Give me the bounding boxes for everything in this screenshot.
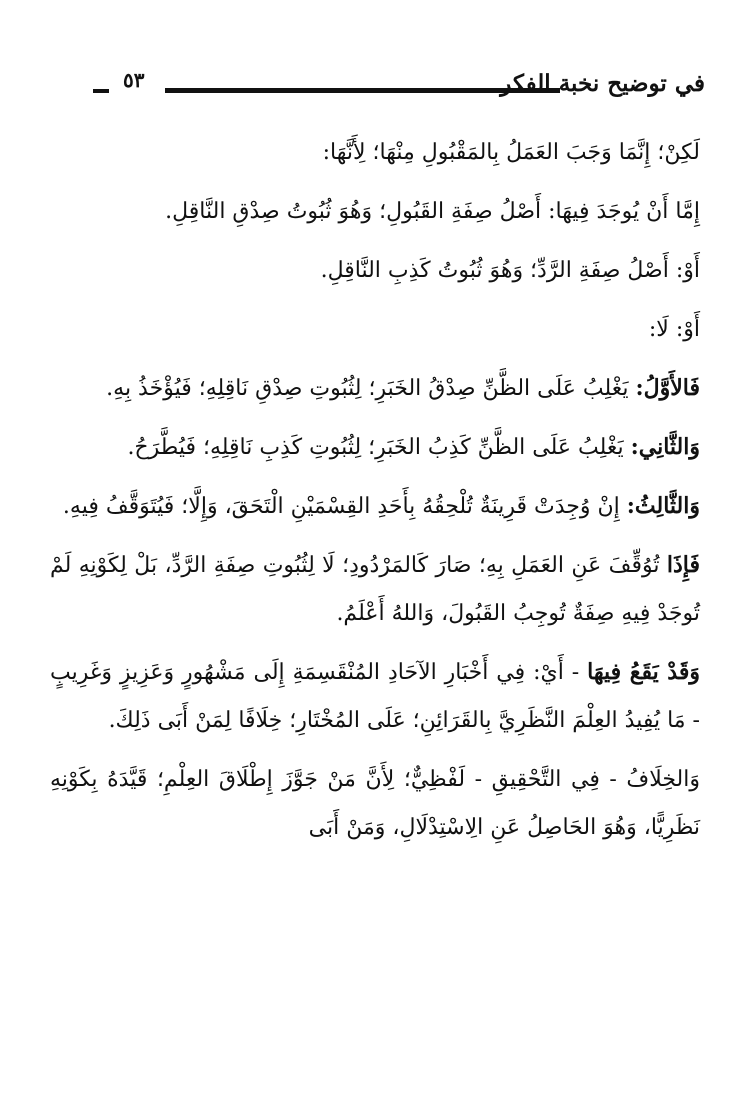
paragraph [50, 364, 700, 413]
paragraph-lead: فَإِذَا [666, 552, 700, 578]
book-title: في توضيح نخبة الفكر [500, 70, 705, 97]
page-number: ٥٣ [123, 68, 145, 92]
paragraph [50, 305, 700, 354]
paragraph-lead: وَالثَّالِثُ: [626, 493, 700, 519]
paragraph [50, 648, 700, 745]
paragraph [50, 541, 700, 638]
paragraph [50, 482, 700, 531]
paragraph [50, 128, 700, 177]
paragraph-text: تُوُقِّفَ عَنِ العَمَلِ بِهِ؛ صَارَ كَالمَرْدُودِ؛ لَا لِثُبُوتِ صِفَةِ الرَّدِّ، بَلْ لِكَوْنِهِ لَمْ تُوجَدْ فِيهِ صِفَةٌ تُوجِبُ القَبُولَ، وَاللهُ أَعْلَمُ. [50, 553, 700, 626]
paragraph-text: أَوْ: لَا: [648, 317, 700, 342]
paragraph-text: - أَيْ: فِي أَخْبَارِ الآحَادِ المُنْقَسِمَةِ إِلَى مَشْهُورٍ وَعَزِيزٍ وَغَرِيبٍ - مَا يُفِيدُ العِلْمَ النَّظَرِيَّ بِالقَرَائِنِ؛ عَلَى المُخْتَارِ؛ خِلَافًا لِمَنْ أَبَى ذَلِكَ. [50, 660, 700, 733]
paragraph-text: وَالخِلَافُ - فِي التَّحْقِيقِ - لَفْظِيٌّ؛ لِأَنَّ مَنْ جَوَّزَ إِطْلَاقَ العِلْمِ؛ قَيَّدَهُ بِكَوْنِهِ نَظَرِيًّا، وَهُوَ الحَاصِلُ عَنِ الِاسْتِدْلَالِ، وَمَنْ أَبَى [50, 767, 700, 840]
paragraph-text: إِنْ وُجِدَتْ قَرِينَةٌ تُلْحِقُهُ بِأَحَدِ القِسْمَيْنِ الْتَحَقَ، وَإِلَّا؛ فَيُتَوَقَّفُ فِيهِ. [62, 494, 627, 519]
paragraph-text: يَغْلِبُ عَلَى الظَّنِّ صِدْقُ الخَبَرِ؛ لِثُبُوتِ صِدْقِ نَاقِلِهِ؛ فَيُؤْخَذُ بِهِ. [106, 376, 636, 401]
paragraph-text: يَغْلِبُ عَلَى الظَّنِّ كَذِبُ الخَبَرِ؛ لِثُبُوتِ كَذِبِ نَاقِلِهِ؛ فَيُطَّرَحُ. [127, 435, 631, 460]
paragraph-text: لَكِنْ؛ إِنَّمَا وَجَبَ العَمَلُ بِالمَقْبُولِ مِنْهَا؛ لِأَنَّهَا: [322, 140, 700, 165]
paragraph-lead: وَالثَّانِي: [630, 434, 700, 460]
paragraph [50, 187, 700, 236]
paragraph [50, 423, 700, 472]
paragraph-lead: وَقَدْ يَقَعُ فِيهَا [587, 659, 700, 685]
running-header [85, 68, 705, 108]
paragraph [50, 755, 700, 852]
paragraph [50, 246, 700, 295]
page-body [50, 128, 700, 862]
paragraph-text: إِمَّا أَنْ يُوجَدَ فِيهَا: أَصْلُ صِفَةِ القَبُولِ؛ وَهُوَ ثُبُوتُ صِدْقِ النَّاقِلِ. [165, 199, 700, 224]
paragraph-text: أَوْ: أَصْلُ صِفَةِ الرَّدِّ؛ وَهُوَ ثُبُوتُ كَذِبِ النَّاقِلِ. [320, 258, 700, 283]
paragraph-lead: فَالأَوَّلُ: [635, 375, 700, 401]
header-dash [93, 89, 109, 93]
